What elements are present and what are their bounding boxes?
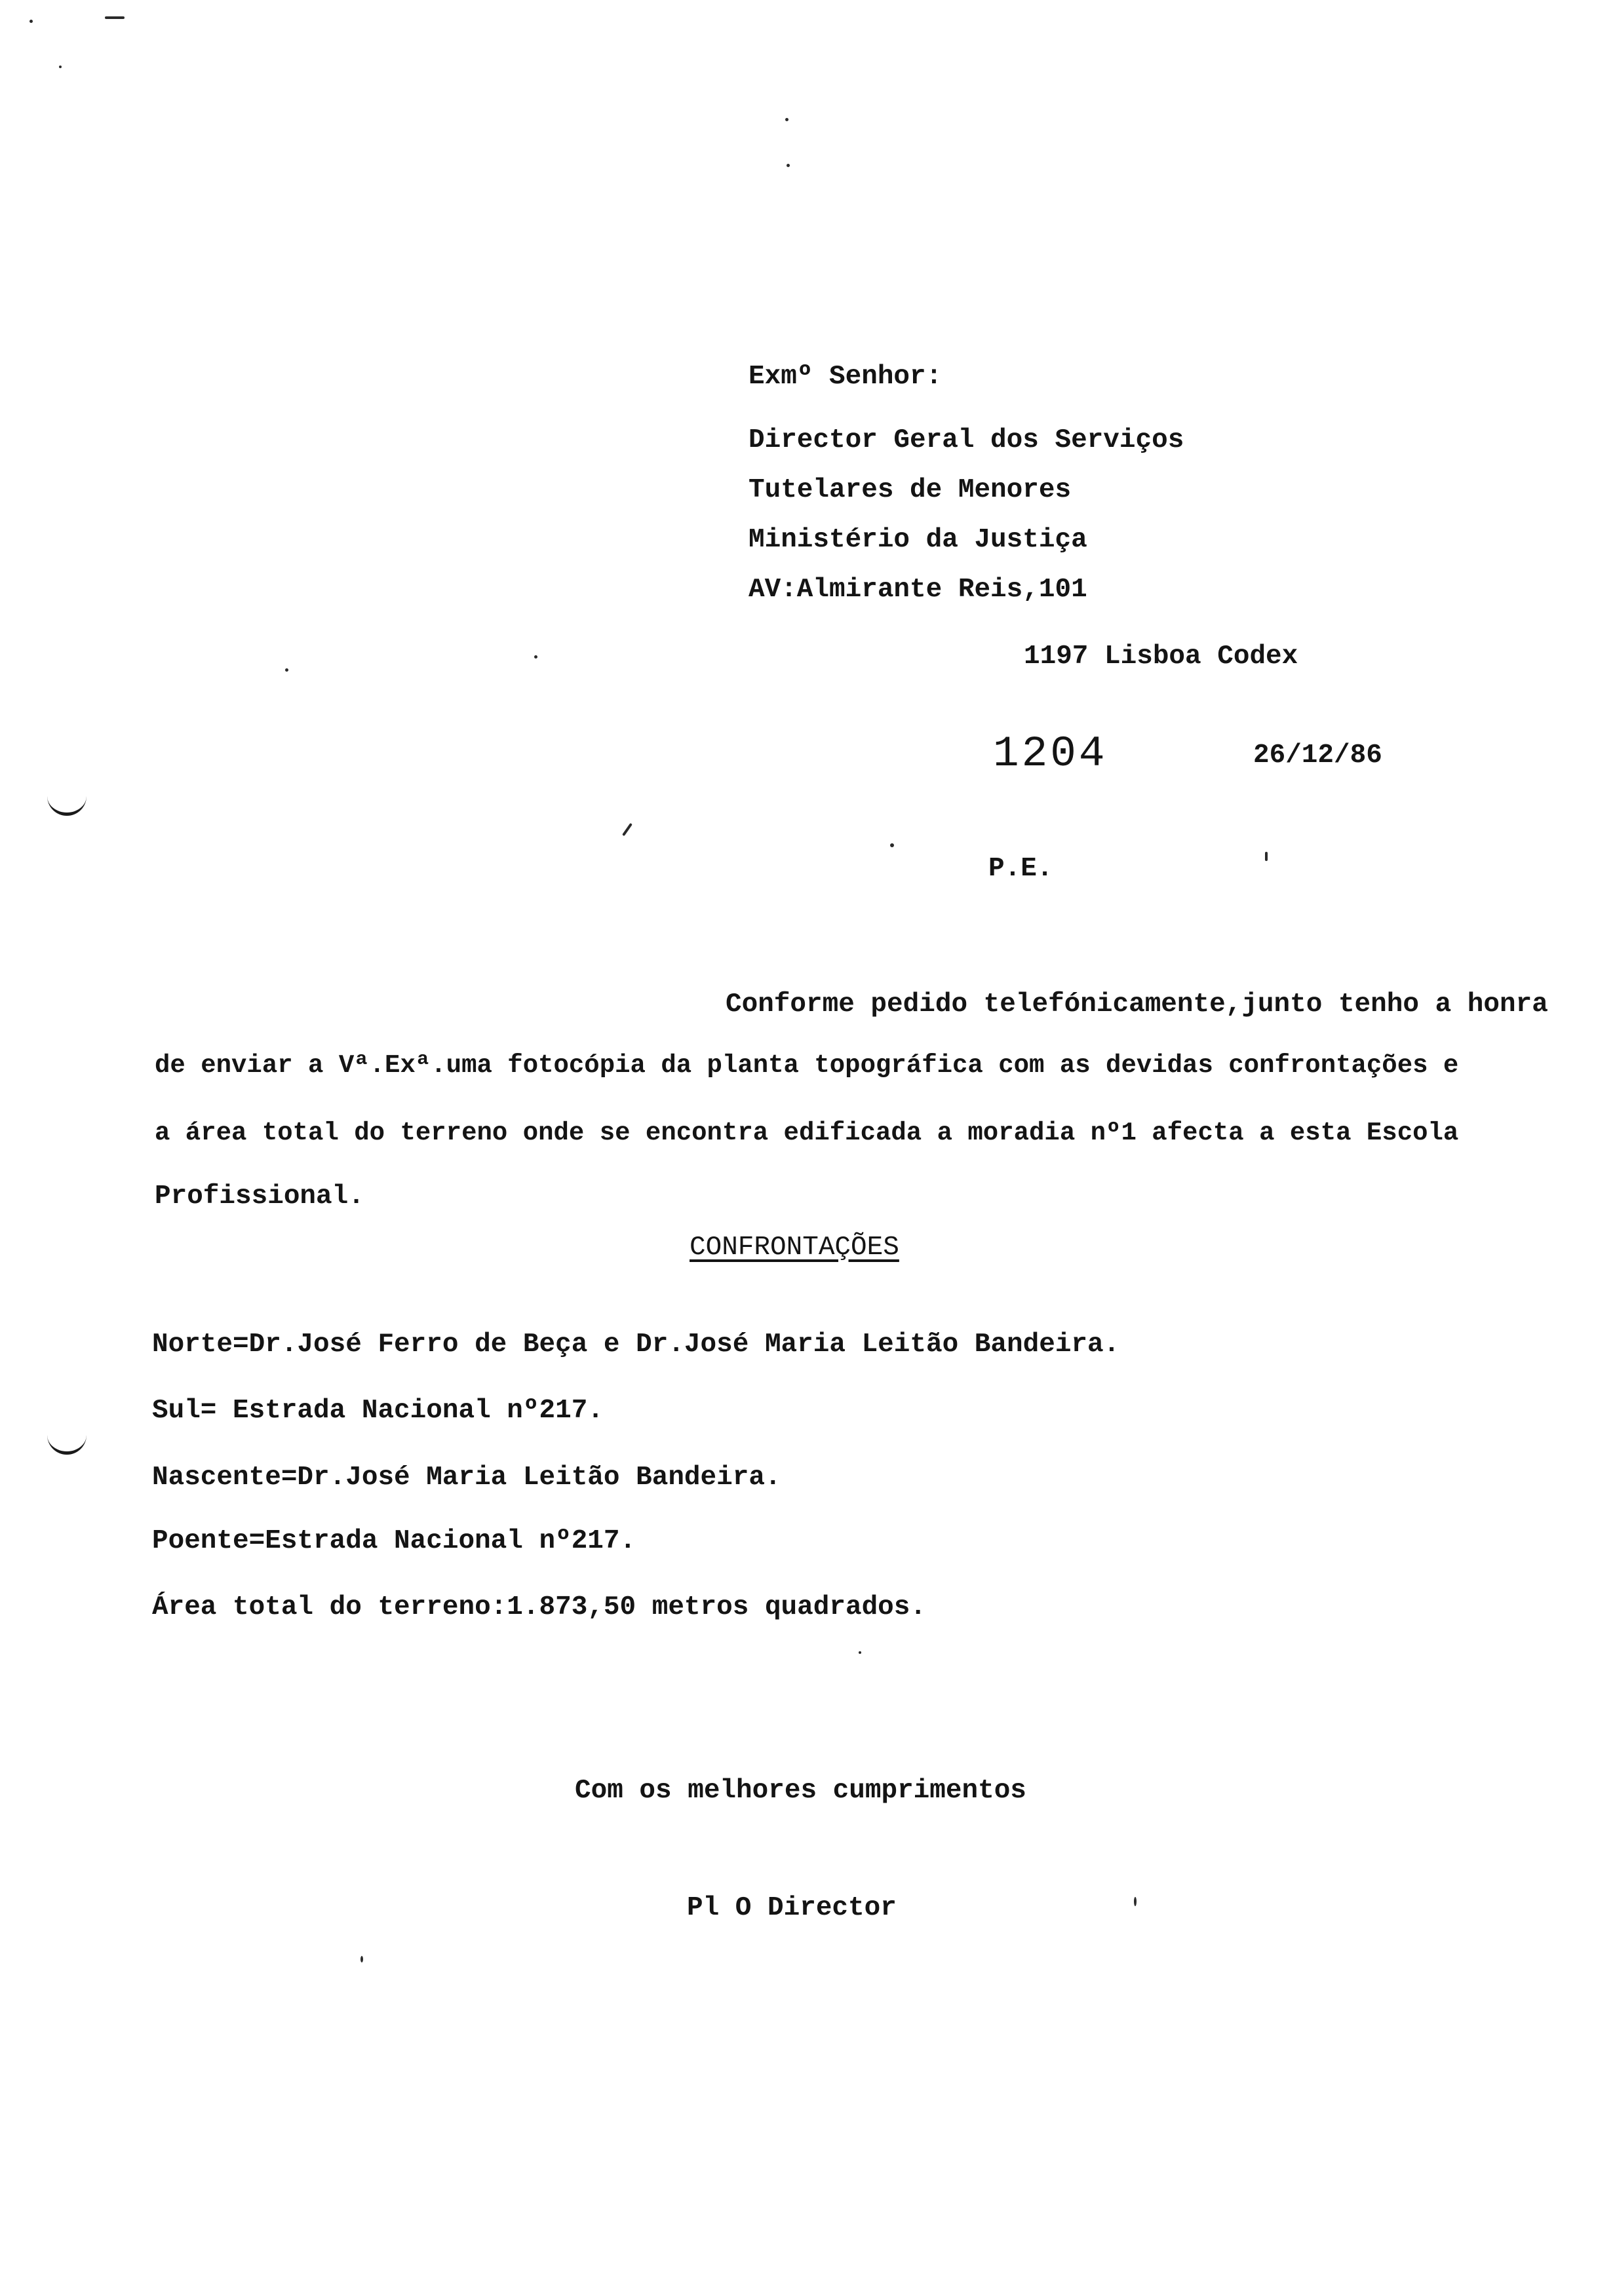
signature: Pl O Director <box>687 1893 897 1923</box>
abbreviation: P.E. <box>988 854 1053 884</box>
boundary-west: Poente=Estrada Nacional nº217. <box>152 1526 636 1556</box>
boundary-south: Sul= Estrada Nacional nº217. <box>152 1396 604 1426</box>
boundary-east: Nascente=Dr.José Maria Leitão Bandeira. <box>152 1463 781 1493</box>
recipient-line-3: Ministério da Justiça <box>749 525 1087 555</box>
section-heading: CONFRONTAÇÕES <box>690 1233 899 1263</box>
salutation: Exmº Senhor: <box>749 362 943 392</box>
punch-hole-bottom <box>47 1432 87 1455</box>
reference-number: 1204 <box>993 729 1108 778</box>
recipient-line-1: Director Geral dos Serviços <box>749 425 1184 455</box>
closing: Com os melhores cumprimentos <box>575 1776 1026 1806</box>
speck <box>1134 1897 1137 1906</box>
speck <box>285 668 288 672</box>
speck <box>360 1956 363 1962</box>
boundary-north: Norte=Dr.José Ferro de Beça e Dr.José Maria Leitão Bandeira. <box>152 1330 1120 1360</box>
body-line-2: de enviar a Vª.Exª.uma fotocópia da planta topográfica com as devidas confrontações e <box>155 1051 1459 1080</box>
speck <box>859 1651 861 1654</box>
body-line-1: Conforme pedido telefónicamente,junto tenho a honra <box>726 989 1548 1020</box>
speck <box>622 823 632 836</box>
speck <box>534 655 537 659</box>
city-line: 1197 Lisboa Codex <box>1024 641 1298 672</box>
speck <box>59 66 62 68</box>
speck <box>890 843 894 847</box>
speck <box>787 164 790 167</box>
speck <box>29 20 33 23</box>
speck <box>105 16 125 19</box>
punch-hole-top <box>47 793 87 816</box>
recipient-line-2: Tutelares de Menores <box>749 475 1072 505</box>
letter-date: 26/12/86 <box>1253 740 1382 771</box>
speck <box>1265 852 1268 861</box>
body-line-3: a área total do terreno onde se encontra edificada a moradia nº1 afecta a esta Escola <box>155 1119 1459 1147</box>
speck <box>785 118 788 121</box>
body-line-4: Profissional. <box>155 1181 364 1212</box>
recipient-line-4: AV:Almirante Reis,101 <box>749 575 1087 605</box>
total-area: Área total do terreno:1.873,50 metros quadrados. <box>152 1592 926 1622</box>
